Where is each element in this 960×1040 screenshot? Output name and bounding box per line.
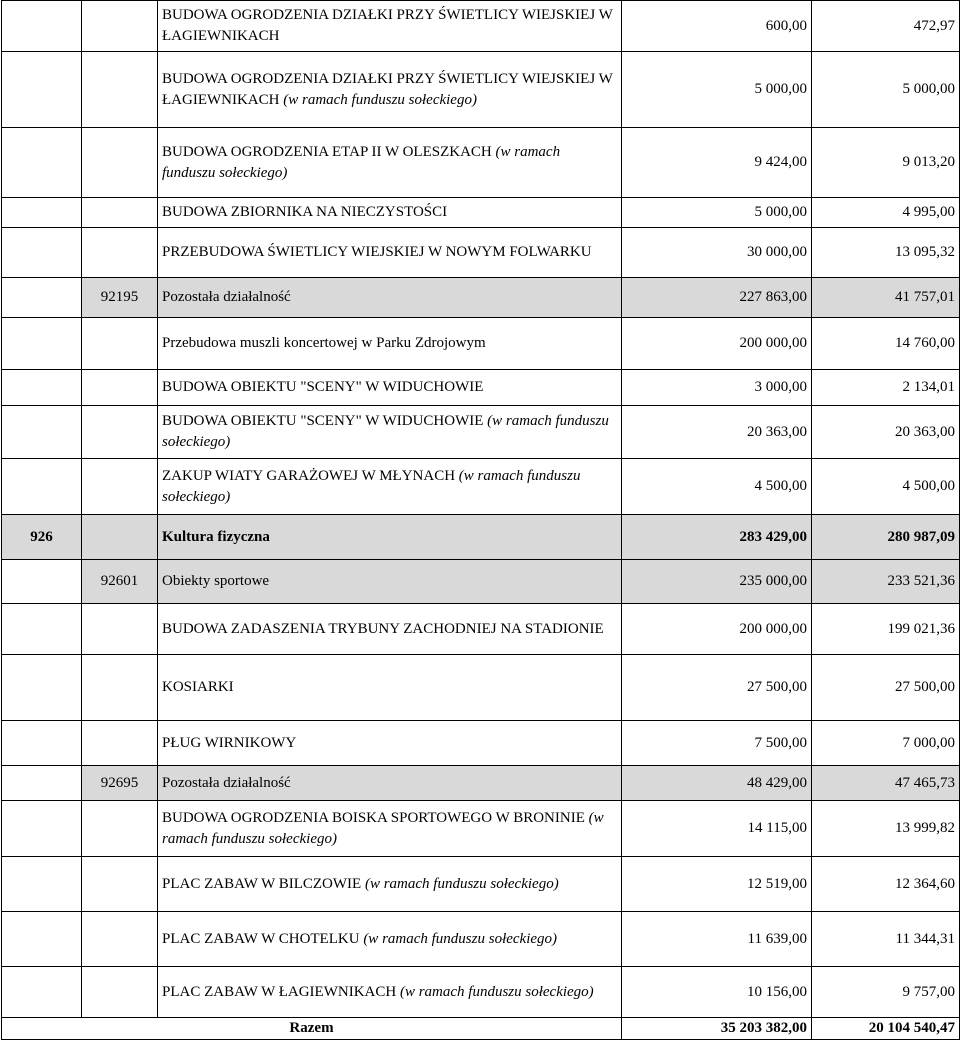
description-text: BUDOWA OBIEKTU "SCENY" W WIDUCHOWIE [162,379,484,395]
plan-amount-cell: 4 500,00 [622,459,812,515]
section-code-cell [2,406,82,459]
chapter-code-cell [82,52,158,128]
chapter-code-cell [82,1,158,52]
description-cell [158,560,622,604]
section-code-cell [2,801,82,857]
section-code-cell [2,967,82,1018]
section-code-cell [2,459,82,515]
description-note: (w ramach funduszu sołeckiego) [162,413,609,450]
table-row [2,766,960,801]
description-note: (w ramach funduszu sołeckiego) [162,143,561,181]
chapter-code-cell [82,604,158,655]
description-text: BUDOWA ZBIORNIKA NA NIECZYSTOŚCI [162,204,448,220]
section-code-cell [2,228,82,278]
table-row [2,406,960,459]
table-row [2,515,960,560]
plan-amount-cell: 27 500,00 [622,655,812,721]
description-text: BUDOWA OGRODZENIA DZIAŁKI PRZY ŚWIETLICY WIEJSKIEJ W ŁAGIEWNIKACH [162,70,613,108]
description-text: ZAKUP WIATY GARAŻOWEJ W MŁYNACH [162,467,459,484]
chapter-code-cell: 92695 [82,766,158,801]
description-cell [158,857,622,912]
executed-amount-cell: 472,97 [812,1,960,52]
chapter-code-cell [82,318,158,370]
executed-amount-cell: 12 364,60 [812,857,960,912]
chapter-code-cell: 92195 [82,278,158,318]
total-label: Razem [2,1018,622,1040]
description-text: PLAC ZABAW W ŁAGIEWNIKACH [162,983,400,1000]
executed-amount-cell: 9 757,00 [812,967,960,1018]
description-cell [158,721,622,766]
section-code-cell [2,721,82,766]
chapter-code-cell [82,912,158,967]
description-cell [158,198,622,228]
table-row [2,655,960,721]
executed-amount-cell: 5 000,00 [812,52,960,128]
executed-amount-cell: 11 344,31 [812,912,960,967]
plan-amount-cell: 200 000,00 [622,318,812,370]
executed-amount-cell: 7 000,00 [812,721,960,766]
chapter-code-cell [82,721,158,766]
executed-amount-cell: 41 757,01 [812,278,960,318]
table-row [2,1,960,52]
description-cell [158,128,622,198]
executed-amount-cell: 199 021,36 [812,604,960,655]
section-code-cell [2,655,82,721]
section-code-cell [2,766,82,801]
table-row [2,604,960,655]
executed-amount-cell: 4 500,00 [812,459,960,515]
chapter-code-cell: 92601 [82,560,158,604]
table-row [2,721,960,766]
plan-amount-cell: 48 429,00 [622,766,812,801]
table-row [2,459,960,515]
plan-amount-cell: 283 429,00 [622,515,812,560]
executed-amount-cell: 47 465,73 [812,766,960,801]
table-row [2,318,960,370]
executed-amount-cell: 2 134,01 [812,370,960,406]
plan-amount-cell: 7 500,00 [622,721,812,766]
plan-amount-cell: 5 000,00 [622,52,812,128]
executed-amount-cell: 13 999,82 [812,801,960,857]
section-code-cell [2,278,82,318]
plan-amount-cell: 30 000,00 [622,228,812,278]
description-cell [158,318,622,370]
executed-amount-cell: 20 363,00 [812,406,960,459]
description-text: BUDOWA OGRODZENIA ETAP II W OLESZKACH [162,143,496,160]
chapter-code-cell [82,967,158,1018]
table-row [2,228,960,278]
description-text: PRZEBUDOWA ŚWIETLICY WIEJSKIEJ W NOWYM FOLWARKU [162,244,592,260]
table-row [2,198,960,228]
description-text: BUDOWA ZADASZENIA TRYBUNY ZACHODNIEJ NA STADIONIE [162,620,604,637]
executed-amount-cell: 233 521,36 [812,560,960,604]
section-code-cell [2,318,82,370]
table-row [2,278,960,318]
chapter-code-cell [82,857,158,912]
section-code-cell: 926 [2,515,82,560]
section-code-cell [2,128,82,198]
description-note: (w ramach funduszu sołeckiego) [364,875,559,892]
executed-amount-cell: 27 500,00 [812,655,960,721]
description-text: PLAC ZABAW W CHOTELKU [162,930,364,947]
section-code-cell [2,857,82,912]
total-executed-amount: 20 104 540,47 [812,1018,960,1040]
description-note: (w ramach funduszu sołeckiego) [162,809,604,847]
chapter-code-cell [82,406,158,459]
executed-amount-cell: 13 095,32 [812,228,960,278]
plan-amount-cell: 235 000,00 [622,560,812,604]
description-note: (w ramach funduszu sołeckiego) [363,930,558,947]
executed-amount-cell: 14 760,00 [812,318,960,370]
chapter-code-cell [82,228,158,278]
budget-table [1,0,960,1040]
plan-amount-cell: 227 863,00 [622,278,812,318]
plan-amount-cell: 12 519,00 [622,857,812,912]
executed-amount-cell: 9 013,20 [812,128,960,198]
section-code-cell [2,198,82,228]
chapter-code-cell [82,198,158,228]
plan-amount-cell: 5 000,00 [622,198,812,228]
budget-table-body [2,1,960,1040]
description-cell [158,515,622,560]
description-cell [158,406,622,459]
section-code-cell [2,370,82,406]
table-row [2,912,960,967]
table-row [2,52,960,128]
chapter-code-cell [82,801,158,857]
plan-amount-cell: 20 363,00 [622,406,812,459]
section-code-cell [2,1,82,52]
table-row [2,857,960,912]
plan-amount-cell: 3 000,00 [622,370,812,406]
plan-amount-cell: 200 000,00 [622,604,812,655]
table-row [2,967,960,1018]
description-text: Obiekty sportowe [162,573,270,589]
description-note: (w ramach funduszu sołeckiego) [162,467,581,505]
chapter-code-cell [82,515,158,560]
description-cell [158,459,622,515]
description-cell [158,604,622,655]
description-text: BUDOWA OBIEKTU "SCENY" W WIDUCHOWIE [162,413,488,429]
table-row [2,370,960,406]
description-note: (w ramach funduszu sołeckiego) [399,983,594,1000]
description-text: KOSIARKI [162,679,234,695]
description-cell [158,370,622,406]
description-text: Pozostała działalność [162,289,291,305]
description-cell [158,967,622,1018]
total-plan-amount: 35 203 382,00 [622,1018,812,1040]
plan-amount-cell: 11 639,00 [622,912,812,967]
description-cell [158,1,622,52]
plan-amount-cell: 9 424,00 [622,128,812,198]
chapter-code-cell [82,459,158,515]
chapter-code-cell [82,370,158,406]
description-note: (w ramach funduszu sołeckiego) [283,91,477,108]
plan-amount-cell: 600,00 [622,1,812,52]
executed-amount-cell: 4 995,00 [812,198,960,228]
description-text: BUDOWA OGRODZENIA BOISKA SPORTOWEGO W BRONINIE [162,809,589,826]
description-cell [158,655,622,721]
description-cell [158,278,622,318]
description-cell [158,766,622,801]
description-text: Pozostała działalność [162,774,291,791]
plan-amount-cell: 10 156,00 [622,967,812,1018]
description-text: PLAC ZABAW W BILCZOWIE [162,875,365,892]
executed-amount-cell: 280 987,09 [812,515,960,560]
description-cell [158,52,622,128]
plan-amount-cell: 14 115,00 [622,801,812,857]
section-code-cell [2,52,82,128]
description-text: PŁUG WIRNIKOWY [162,734,297,751]
table-row [2,560,960,604]
section-code-cell [2,912,82,967]
section-code-cell [2,560,82,604]
table-row [2,128,960,198]
section-code-cell [2,604,82,655]
description-cell [158,912,622,967]
chapter-code-cell [82,128,158,198]
description-text: Przebudowa muszli koncertowej w Parku Zdrojowym [162,335,486,351]
description-cell [158,801,622,857]
description-text: BUDOWA OGRODZENIA DZIAŁKI PRZY ŚWIETLICY WIEJSKIEJ W ŁAGIEWNIKACH [162,7,613,44]
description-cell [158,228,622,278]
description-text: Kultura fizyczna [162,528,270,545]
total-row [2,1018,960,1040]
table-row [2,801,960,857]
chapter-code-cell [82,655,158,721]
